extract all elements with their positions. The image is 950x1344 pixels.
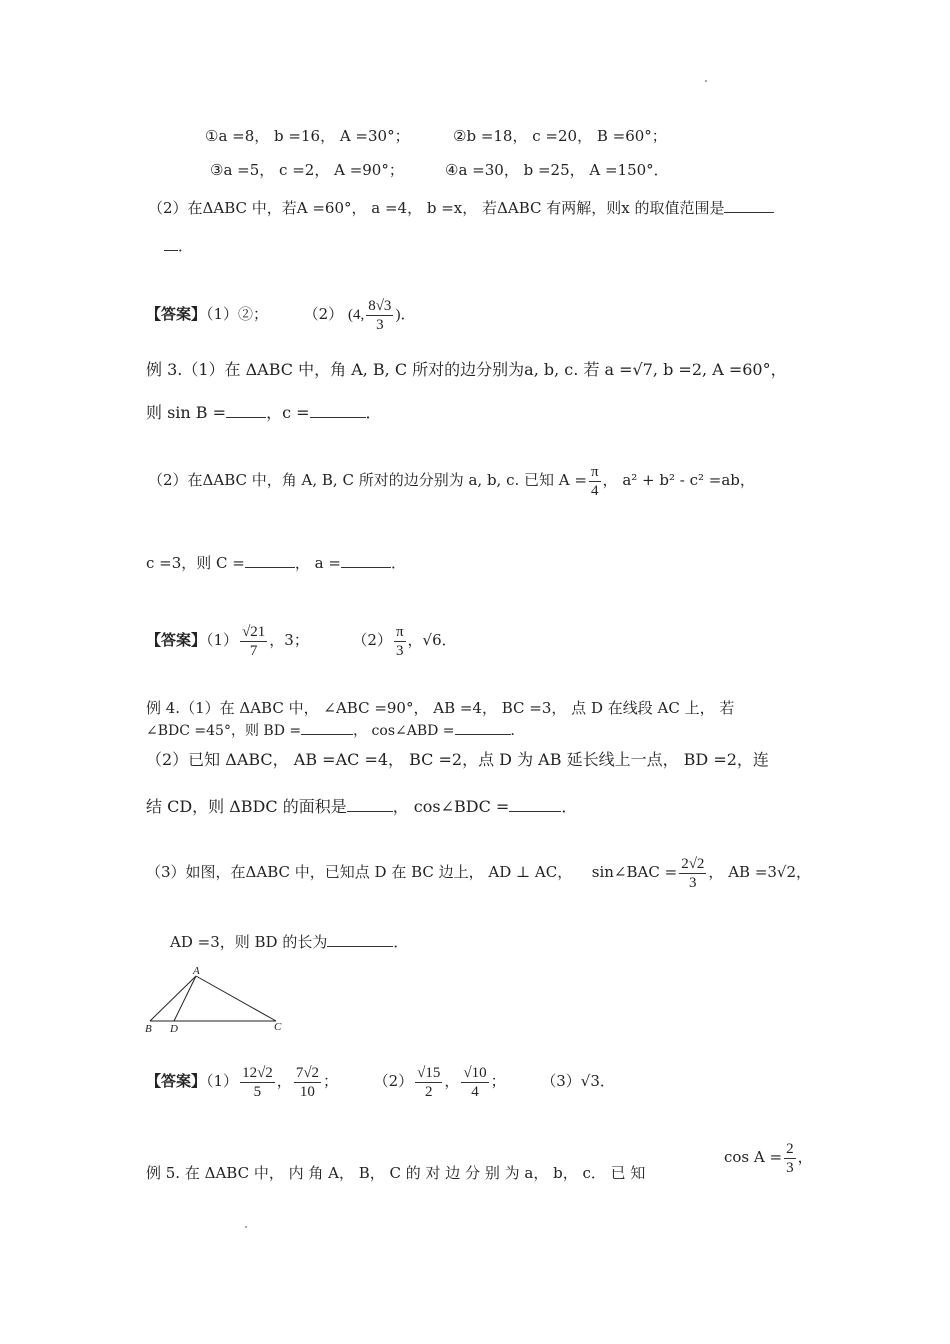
ex2-item-4: ④a =30， b =25， A =150°． <box>445 161 669 179</box>
ex3-answer <box>146 620 457 660</box>
answer-blank[interactable] <box>509 797 561 812</box>
semicolon: ； <box>323 1072 339 1090</box>
fraction-denominator: 4 <box>471 1083 479 1100</box>
ex3-line-1: 例 3.（1）在 ΔABC 中，角 A, B, C 所对的边分别为a, b, c. 若 a =√7, b =2, A =60°， <box>146 360 787 379</box>
label-d: D <box>170 1023 178 1034</box>
answer-label: 【答案】 <box>146 1072 207 1090</box>
ex2-q2-text: （2）在ΔABC 中，若A =60°， a =4， b =x， 若ΔABC 有两解，则x 的取值范围是 <box>148 199 725 217</box>
ex4-answer-fraction-3 <box>415 1064 442 1101</box>
side-ac <box>196 976 276 1021</box>
fraction-numerator: √10 <box>463 1064 487 1081</box>
answer-label: 【答案】 <box>146 305 207 323</box>
page-mark-bottom <box>245 1226 247 1228</box>
ex2-item-2: ②b =18， c =20， B =60°； <box>453 127 667 145</box>
semicolon: ； <box>490 1072 506 1090</box>
ex4-line-3: （2）已知 ΔABC， AB =AC =4， BC =2，点 D 为 AB 延长线上一点， BD =2，连 <box>146 750 769 769</box>
ex2-answer <box>146 294 415 335</box>
ex3-q2-text: （2）在ΔABC 中，角 A, B, C 所对的边分别为 a, b, c. 已知 A = <box>148 471 587 489</box>
ex5-cos-fraction <box>784 1140 796 1177</box>
fraction-numerator: 2 <box>786 1140 794 1157</box>
ex2-q2-end: ． <box>178 237 194 255</box>
period: ． <box>510 723 525 739</box>
label-c: C <box>274 1021 282 1033</box>
ex4-cos-text: ， cos∠ABD = <box>353 723 455 739</box>
ex5-cos <box>724 1137 813 1177</box>
ex4-area-text: 结 CD，则 ΔBDC 的面积是 <box>146 797 347 816</box>
ex3-answer-fraction-1 <box>240 623 267 660</box>
ex3-a-fraction <box>589 463 601 500</box>
fraction-numerator: π <box>395 623 404 640</box>
answer-part-2: （2） <box>352 631 392 649</box>
ex4-sin-fraction <box>679 855 706 892</box>
fraction-denominator: 2 <box>425 1083 433 1100</box>
answer-blank[interactable] <box>164 236 178 251</box>
ex4-answer <box>146 1061 615 1101</box>
fraction-numerator: 12√2 <box>242 1064 273 1081</box>
comma: ， <box>797 1148 813 1166</box>
answer-blank[interactable] <box>347 797 393 812</box>
ex2-answer-2-left: (4, <box>347 307 365 323</box>
ex4-cos-bdc-text: ， cos∠BDC = <box>392 797 510 816</box>
ex2-answer-2-fraction <box>366 297 393 334</box>
fraction-numerator: √21 <box>242 623 266 640</box>
ex3-answer-fraction-2 <box>394 623 406 660</box>
ex4-ab-text: ， AB =3√2， <box>708 863 812 881</box>
ex4-answer-fraction-4 <box>461 1064 488 1101</box>
fraction-denominator: 3 <box>786 1159 794 1176</box>
answer-blank[interactable] <box>301 720 353 735</box>
answer-blank[interactable] <box>455 720 511 735</box>
period: ． <box>390 554 406 572</box>
fraction-denominator: 3 <box>689 874 697 891</box>
page-mark-top <box>705 80 707 82</box>
fraction-numerator: π <box>590 463 599 480</box>
ex2-item-1: ①a =8， b =16， A =30°； <box>205 127 410 145</box>
answer-blank[interactable] <box>226 403 266 418</box>
ex4-bd-text: ∠BDC =45°，则 BD = <box>146 723 302 739</box>
fraction-denominator: 10 <box>299 1083 315 1100</box>
fraction-numerator: 8√3 <box>368 297 392 314</box>
answer-blank[interactable] <box>310 403 366 418</box>
ex4-line-6 <box>170 932 408 952</box>
period: ． <box>393 933 409 951</box>
ex2-item-3: ③a =5， c =2， A =90°； <box>210 161 404 179</box>
ex3-line-2 <box>146 403 382 423</box>
answer-blank[interactable] <box>341 553 391 568</box>
ex4-line-2 <box>146 720 525 741</box>
side-ad <box>174 976 196 1021</box>
ex5-cos-text: cos A = <box>724 1148 783 1166</box>
ex3-equation: ， a² + b² - c² =ab， <box>602 471 755 489</box>
fraction-denominator: 5 <box>253 1083 262 1100</box>
answer-end: ，√6． <box>407 631 457 649</box>
answer-blank[interactable] <box>327 932 393 947</box>
side-ab <box>150 976 196 1021</box>
answer-part-1: （1） <box>206 631 239 649</box>
answer-part-2: （2） <box>373 1072 414 1090</box>
fraction-denominator: 7 <box>249 642 258 659</box>
period: ． <box>561 797 578 816</box>
ex4-ad-text: AD =3，则 BD 的长为 <box>170 933 328 951</box>
fraction-denominator: 3 <box>376 316 384 333</box>
fraction-denominator: 4 <box>591 482 599 499</box>
ex2-answer-2-prefix: （2） <box>303 305 344 323</box>
ex3-c-text: c =3，则 C = <box>146 554 245 572</box>
answer-blank[interactable] <box>724 198 774 213</box>
ex4-line-4 <box>146 797 577 817</box>
fraction-numerator: 2√2 <box>681 855 705 872</box>
ex4-sin-text: sin∠BAC = <box>591 863 678 881</box>
label-a: A <box>193 965 200 977</box>
period: ． <box>365 403 382 422</box>
ex3-c-label: ，c = <box>266 403 310 422</box>
answer-blank[interactable] <box>245 553 295 568</box>
fraction-numerator: 7√2 <box>295 1064 320 1081</box>
answer-sep: ，3； <box>269 631 309 649</box>
answer-part-1: （1） <box>206 1072 239 1090</box>
answer-label: 【答案】 <box>146 631 207 649</box>
fraction-denominator: 3 <box>395 642 404 659</box>
ex4-answer-fraction-2 <box>294 1064 321 1101</box>
ex3-line-3 <box>148 460 755 500</box>
ex3-a-text: ， a = <box>294 554 341 572</box>
ex2-question-2 <box>148 198 774 218</box>
comma: ， <box>444 1072 460 1090</box>
ex2-answer-2-right: ) <box>395 307 401 323</box>
ex2-question-2-cont <box>164 236 193 256</box>
fraction-numerator: √15 <box>417 1064 441 1081</box>
ex4-q3-text: （3）如图，在ΔABC 中，已知点 D 在 BC 边上， AD ⊥ AC， <box>146 863 573 881</box>
ex4-answer-fraction-1 <box>240 1064 275 1101</box>
ex3-line-4 <box>146 553 406 573</box>
ex4-line-1: 例 4.（1）在 ΔABC 中， ∠ABC =90°， AB =4， BC =3， 点 D 在线段 AC 上， 若 <box>146 699 735 717</box>
label-b: B <box>145 1023 152 1034</box>
triangle-figure <box>142 964 292 1034</box>
ex5-line-1: 例 5. 在 ΔABC 中， 内 角 A， B， C 的 对 边 分 别 为 a， b， c． 已 知 <box>146 1164 646 1182</box>
answer-part-3: （3）√3． <box>541 1072 615 1090</box>
ex2-answer-2-end: ． <box>400 305 416 323</box>
ex3-sinb-label: 则 sin B = <box>146 403 227 422</box>
ex4-line-5 <box>146 852 811 892</box>
comma: ， <box>276 1072 292 1090</box>
ex2-answer-1: （1）②； <box>206 305 269 323</box>
